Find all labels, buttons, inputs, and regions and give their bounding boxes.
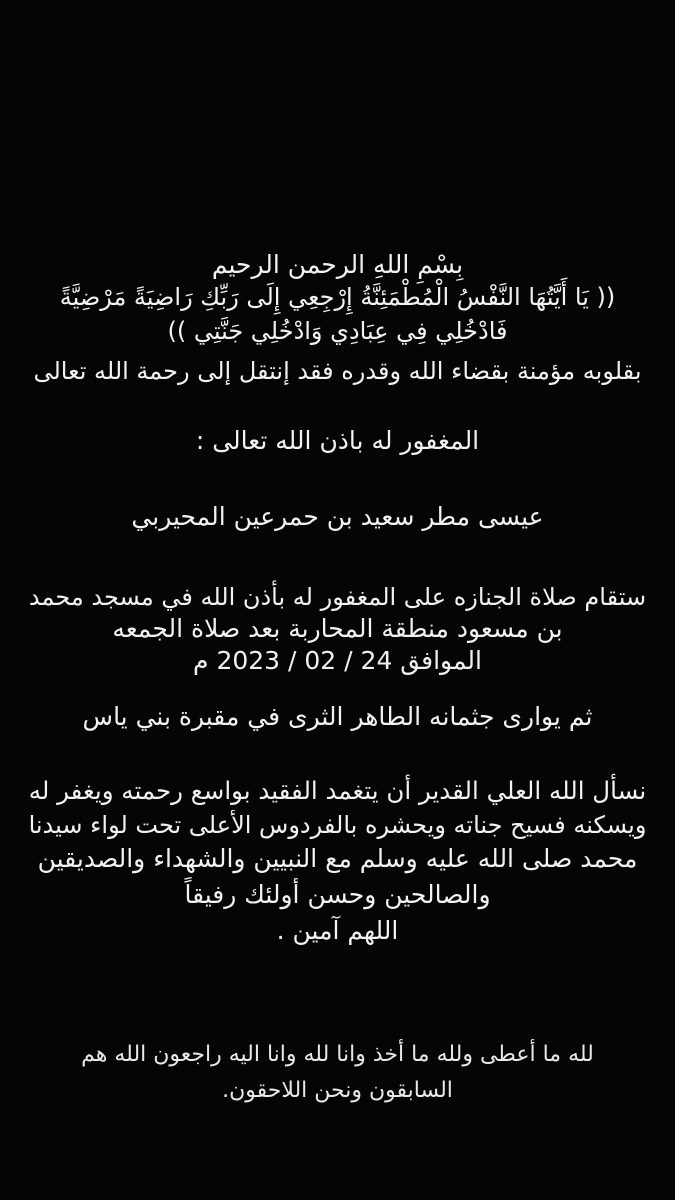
basmala: بِسْمِ اللهِ الرحمن الرحيم: [211, 250, 464, 279]
closing-line-1: لله ما أعطى ولله ما أخذ وانا لله وانا اليه راجعون الله هم: [81, 1042, 594, 1067]
funeral-line-2: بن مسعود منطقة المحاربة بعد صلاة الجمعه: [112, 614, 563, 643]
prayer-line-1: نسأل الله العلي القدير أن يتغمد الفقيد بواسع رحمته ويغفر له: [28, 776, 647, 805]
announcement-text: بقلوبه مؤمنة بقضاء الله وقدره فقد إنتقل إلى رحمة الله تعالى: [33, 357, 642, 385]
prayer-line-2: ويسكنه فسيح جناته ويحشره بالفردوس الأعلى تحت لواء سيدنا: [28, 811, 647, 839]
prayer-line-3: محمد صلى الله عليه وسلم مع النبيين والشهداء والصديقين: [37, 844, 638, 873]
closing-line-2: السابقون ونحن اللاحقون.: [222, 1078, 453, 1103]
quran-verse-line-2: فَادْخُلِي فِي عِبَادِي وَادْخُلِي جَنَّتِي )): [167, 317, 508, 345]
funeral-line-1: ستقام صلاة الجنازه على المغفور له بأذن الله في مسجد محمد: [28, 583, 647, 611]
deceased-name: عيسى مطر سعيد بن حمرعين المحيربي: [131, 502, 544, 531]
deceased-label: المغفور له باذن الله تعالى :: [195, 426, 480, 455]
prayer-line-4: والصالحين وحسن أولئك رفيقاً: [184, 880, 491, 909]
funeral-date: الموافق 24 / 02 / 2023 م: [193, 646, 482, 675]
burial-line: ثم يوارى جثمانه الطاهر الثرى في مقبرة بني ياس: [82, 702, 593, 731]
amen-line: اللهم آمين .: [276, 916, 399, 945]
quran-verse-line-1: (( يَا أَيَّتُهَا النَّفْسُ الْمُطْمَئِنَّةُ إِرْجِعِي إِلَى رَبِّكِ رَاضِيَةً مَرْضِيَّةً: [59, 283, 616, 311]
